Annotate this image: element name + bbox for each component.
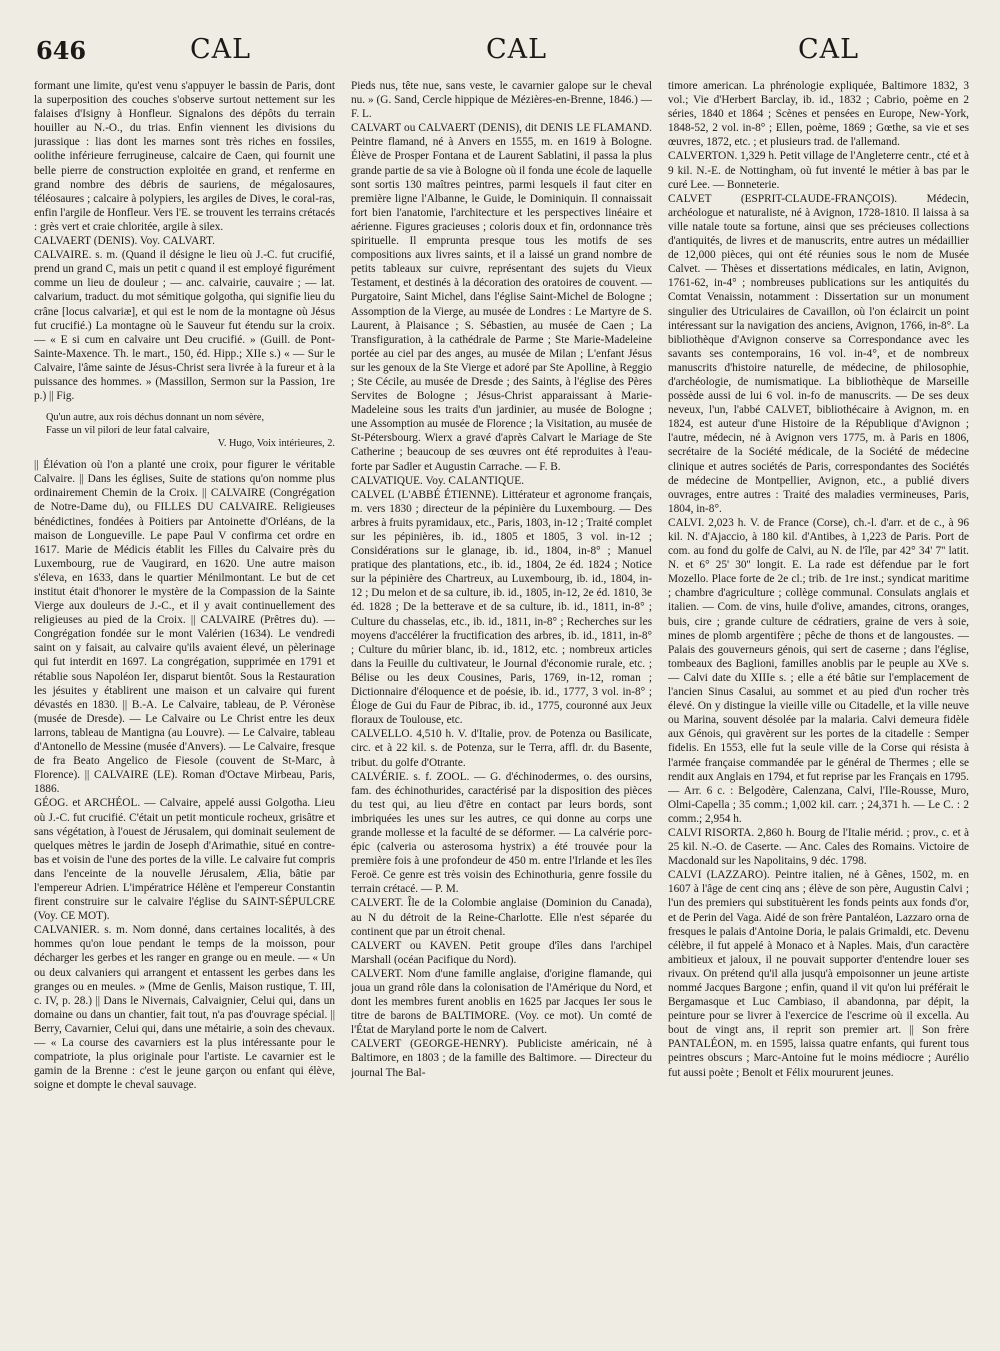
verse-line: Qu'un autre, aux rois déchus donnant un nom sévère, — [46, 412, 265, 424]
entry-calvart: CALVART ou CALVAERT (DENIS), dit DENIS LE FLAMAND. Peintre flamand, né à Anvers en 1555, m. en 1619 à Bologne. Élève de Prosper Fontana et de Laurent Sablatini, il passa la plus grande partie de sa vie à Bologne où il fonda une école de laquelle sont sortis 130 maîtres peintres, parmi lesquels il faut citer en première ligne l'Albanne, le Guide, le Dominiquin. Il connaissait fort bien l'anatomie, l'architecture et les perspectives linéaire et aérienne. Figures gracieuses ; coloris doux et fin, ordonnance très spirituelle. Il emprunta presque tous les motifs de ses compositions aux livres saints, et il a laissé un grand nombre de petits tableaux sur cuivre, représentant des sujets du Vieux Testament, et destinés à la décoration des oratoires de couvent. — Purgatoire, Saint Michel, dans l'église Saint-Michel de Bologne ; Assomption de la Vierge, au musée de Londres : Le Martyre de S. Laurent, à Plaisance ; S. Sébastien, au musée de Caen ; La Transfiguration, à la cathédrale de Parme ; Ste Marie-Madeleine portée au ciel par des anges, au musée de Milan ; L'enfant Jésus sur les genoux de la Ste Vierge et adoré par Ste Apolline, à Reggio ; Ste Cécile, au musée de Dresde ; des Saints, à l'église des Pères Servites de Bologne ; Jésus-Christ apparaissant à Marie-Madeleine sous les traits d'un jardinier, au musée de Bologne ; une Assomption au musée de Florence ; la Visitation, au musée de St-Pétersbourg. Wierx a gravé d'après Calvart le Mariage de Ste Catherine ; beaucoup de ses œuvres ont été reproduites à l'eau-forte par Sadler et Augustin Carrache. — F. B. — [351, 122, 652, 473]
entry-calvel: CALVEL (L'ABBÉ ÉTIENNE). Littérateur et agronome français, m. vers 1830 ; directeur de la pépinière du Luxembourg. — Des arbres à fruits pyramidaux, etc., Paris, 1803, in-12 ; Traité complet sur les pépinières, ib. id., 1805 et 1805, 3 vol. in-12 ; Considérations sur le glanage, ib. id., 1804, in-8° ; Manuel pratique des plantations, etc., ib. id., 1804, 2e éd. 1824 ; Notice sur la pépinière des Chartreux, au Luxembourg, ib. id., 1804, in-12 ; Du melon et de sa culture, ib. id., 1805, in-12, 2e éd. 1810, 3e éd. 1828 ; De la betterave et de sa culture, ib. id., 1811, in-8° ; Culture du chasselas, etc., ib. id., 1811, in-8° ; Recherches sur les moyens d'accélérer la fructification des arbres, ib. id., 1811, in-8° ; Culture du mûrier blanc, ib. id., 1812, etc. ; nombreux articles dans la Feuille du cultivateur, le Journal d'économie rurale, etc. ; Bélise ou les deux Cousines, Paris, 1769, in-12, roman ; Dictionnaire d'éloquence et de poésie, ib. id., 1777, 3 vol. in-8° ; Éloge de Gui du Faur de Pibrac, ib. id., 1775, couronné aux Jeux floraux de Toulouse, etc. — [351, 488, 652, 727]
entry-calvanier: CALVANIER. s. m. Nom donné, dans certaines localités, à des hommes qu'on loue pendant le temps de la moisson, pour décharger les gerbes et les ranger en grange ou en meule. — « Un ou deux calvaniers qui arrangent et entassent les gerbes dans les granges ou en meules. » (Mme de Genlis, Maison rustique, T. III, c. IV, p. 28.) || Dans le Nivernais, Calvaignier, Celui qui, dans un domaine ou dans un chantier, fait tout, n'a pas d'ouvrage spécial. || Berry, Cavarnier, Celui qui, dans une métairie, a soin des chevaux. — « La course des cavarniers est la plus intéressante pour le compatriote, la plus originale pour l'artiste. Le cavarnier est le gamin de la Brenne : c'est le jeune garçon ou enfant qui élève, soigne et dompte le cheval sauvage. — [34, 924, 335, 1092]
verse-line: Fasse un vil pilori de leur fatal calvaire, — [46, 425, 210, 437]
entry-calvaire: CALVAIRE. s. m. (Quand il désigne le lieu où J.-C. fut crucifié, prend un grand C, mais un petit c quand il est employé figurément comme un lieu de douleur ; — anc. calvairie, cauvaire ; — lat. calvarium, traduct. du mot sémitique golgotha, qui signifie lieu du crâne [locus calvariæ], et qui est le nom de la montagne où Jésus fut crucifié.) La montagne où le Sauveur fut étendu sur la croix. — « E si cum en calvaire unt Deu crucifié. » (Guill. de Pont-Sainte-Maxence. Th. le mart., 150, éd. Hipp.; XIIe s.) « — Sur le Calvaire, l'âme sainte de Jésus-Christ sera livrée à la fureur et à la puissance des hommes. » (Massillon, Sermon sur la Passion, 1re p.) || Fig. — [34, 249, 335, 403]
entry-calvi-risorta: CALVI RISORTA. 2,860 h. Bourg de l'Italie mérid. ; prov., c. et à 25 kil. N.-O. de Caserte. — Anc. Cales des Romains. Victoire de Macdonald sur les Napolitains, 9 déc. 1798. — [668, 826, 969, 868]
entry-calvert-george-henry: CALVERT (GEORGE-HENRY). Publiciste américain, né à Baltimore, en 1803 ; de la famille des Baltimore. — Directeur du journal The Bal- — [351, 1038, 652, 1079]
page-number: 646 — [36, 36, 87, 65]
entry-calvet: CALVET (ESPRIT-CLAUDE-FRANÇOIS). Médecin, archéologue et naturaliste, né à Avignon, 1728-1810. Il laissa à sa ville natale toute sa fortune, ainsi que ses précieuses collections d'antiquités, de livres et de manuscrits, entre autres un médaillier de 12,000 pièces, qui ont été réunies sous le nom de Musée Calvet. — Thèses et dissertations médicales, en latin, Avignon, 1761-62, in-4° ; nombreuses publications sur les antiquités du Comtat Venaissin, notamment : Dissertation sur un monument singulier des Utriculaires de Cavaillon, où l'on éclaircit un point intéressant sur la navigation des anciens, Avignon, 1766, in-8°. La bibliothèque d'Avignon conserve sa Correspondance avec les savants ses contemporains, 16 vol. in-4°, et de nombreux manuscrits d'histoire naturelle, de médecine, de philosophie, d'archéologie, de numismatique. La bibliothèque de Marseille possède aussi de lui 6 vol. in-fo de manuscrits. — De ses deux neveux, l'un, l'abbé CALVET, bibliothécaire à Avignon, m. en 1824, est auteur d'une Histoire de la République d'Avignon ; l'autre, médecin, né à Avignon vers 1775, m. à Paris en 1806, secrétaire de la Société médicale, de la Société de médecine clinique et autres sociétés de Paris, correspondantes des Sociétés de médecine de Montpellier, Avignon, etc., a publié divers ouvrages, entre autres : Traité des maladies vermineuses, Paris, 1804, in-8°. — [668, 192, 969, 515]
paragraph: formant une limite, qu'est venu s'appuyer le bassin de Paris, dont la superposition des couches s'observe surtout nettement sur les falaises d'Isigny à Honfleur. Signalons des dépôts du terrain houiller au N.-O., du trias. Enfin viennent les divisions du jurassique : lias dont les marnes sont très riches en fossiles, oolithe inférieure ferrugineuse, calcaire de Caen, qui fournit une belle pierre de construction exploitée en grand, et renferme en grand nombre des débris de sauriens, de mégalosaures, téléosaures ; calcaire à polypiers, les argiles de Dives, le coral-ras, enfin l'argile de Honfleur. Vers l'E. se trouvent les terrains crétacés : grès vert et craie chloritée, argile à silex. — [34, 80, 335, 233]
entry-calvatique: CALVATIQUE. Voy. CALANTIQUE. — [351, 474, 525, 487]
page-header — [0, 34, 1000, 70]
entry-calvi: CALVI. 2,023 h. V. de France (Corse), ch.-l. d'arr. et de c., à 96 kil. N. d'Ajaccio, à 180 kil. d'Antibes, à 1,223 de Paris. Port de com. au fond du golfe de Calvi, au N. de l'île, par 42° 34' 7'' latit. N. et 6° 25' 30'' longit. E. La rade est défendue par le fort Mozello. Place forte de 2e cl.; trib. de 1re inst.; syndicat maritime ; chambre d'agriculture ; collège communal. Consulats anglais et italien. — Com. de vins, huile d'olive, amandes, citrons, oranges, buis, cire ; grande culture de cédratiers, graine de vers à soie, mines de plomb argentifère ; pêche de thons et de langoustes. — Palais des gouverneurs génois, qui sert de caserne ; dans l'église, tombeaux des Baglioni, familles anoblis par le peuple au XVe s. — Calvi date du XIIIe s. ; elle a été bâtie sur l'emplacement de l'ancien Sinus Casalui, au sommet et au pied d'un rocher très élevé. On y distingue la vieille ville ou Citadelle, et la ville neuve ou Marina, souvent désolée par la malaria. Calvi demeura fidèle aux Génois, qui gravèrent sur les portes de la citadelle : Semper fidelis. En 1553, elle fut la seule ville de la Corse qui résista à l'armée française commandée par le général de Thermes ; elle se rendit aux Anglais en 1794, et fut reprise par les Français en 1795. — Arr. 6 c. : Belgodère, Calenzana, Calvi, l'Ile-Rousse, Muro, Olmi-Capella ; 35 comm.; 1,002 kil. carr. ; 24,371 h. — Le C. : 2 comm.; 2,954 h. — [668, 516, 969, 825]
column-right — [668, 79, 969, 1341]
entry-calverie: CALVÉRIE. s. f. ZOOL. — G. d'échinodermes, o. des oursins, fam. des échinothurides, caractérisé par la disposition des pièces du test qui, au lieu d'être en contact par leurs bords, sont imbriquées les unes sur les autres, ce qui donne au corps une grande mollesse et la faculté de se déformer. — La calvérie porc-épic (calveria ou asterosoma hystrix) a été trouvée pour la première fois à une profondeur de 450 m. entre l'Irlande et les îles Feroë. Ce genre est très voisin des Echinothuria, genre fossile du terrain crétacé. — P. M. — [351, 770, 652, 896]
column-middle — [351, 79, 652, 1341]
entry-calvaert: CALVAERT (DENIS). Voy. CALVART. — [34, 235, 215, 248]
paragraph: GÉOG. et ARCHÉOL. — Calvaire, appelé aussi Golgotha. Lieu où J.-C. fut crucifié. C'était un petit monticule rocheux, grisâtre et sans végétation, à l'ouest de Jérusalem, qui dominait seulement de quelques mètres le jardin de Joseph d'Arimathie, situé en contre-bas et voisin de l'une des portes de la ville. Le calvaire fut compris dans l'enceinte de la nouvelle Jérusalem, Ælia, bâtie par l'empereur Adrien. L'impératrice Hélène et l'empereur Constantin firent construire sur le calvaire l'église du SAINT-SÉPULCRE (Voy. CE MOT). — [34, 797, 335, 923]
entry-calvello: CALVELLO. 4,510 h. V. d'Italie, prov. de Potenza ou Basilicate, circ. et à 22 kil. s. de Potenza, sur le Terra, affl. dr. du Basente, tribut. du golfe d'Otrante. — [351, 728, 652, 769]
running-head-right: CAL — [798, 34, 860, 65]
paragraph: timore american. La phrénologie expliquée, Baltimore 1832, 3 vol.; Vie d'Herbert Barclay, ib. id., 1832 ; Cabrio, poème en 2 séries, 1840 et 1864 ; Scènes et pensées en Europe, New-York, 1848-52, 2 vol. in-8° ; Ellen, poème, 1869 ; Gœthe, sa vie et ses œuvres, 1872, etc. ; et plusieurs trad. de l'allemand. — [668, 80, 969, 149]
paragraph: || Élévation où l'on a planté une croix, pour figurer le véritable Calvaire. || Dans les églises, Suite de stations qu'on nomme plus ordinairement Chemin de la Croix. || CALVAIRE (Congrégation de Notre-Dame du), ou FILLES DU CALVAIRE. Religieuses bénédictines, fondées à Poitiers par Antoinette d'Orléans, de la maison de Longueville. Le pape Paul V confirma cet ordre en 1617. Marie de Médicis établit les Filles du Calvaire près du Luxembourg, rue de Vaugirard, en 1620. Une autre maison s'éleva, en 1633, dans le quartier Ménilmontant. Le but de cet institut était d'honorer le mystère de la Compassion de la Sainte Vierge aux douleurs de J.-C., et il y avait continuellement des religieuses au pied de la Croix. || CALVAIRE (Prêtres du). — Congrégation fondée sur le mont Valérien (1634). Le vendredi saint on y faisait, au calvaire qu'ils avaient élevé, un pèlerinage qui fut interdit en 1697. La congrégation, supprimée en 1791 et rétablie sous Napoléon Ier, disparut bientôt. Sous la Restauration les jésuites y établirent une maison et un calvaire qui furent dévastés en 1830. || B.-A. Le Calvaire, tableau, de P. Véronèse (musée de Dresde). — Le Calvaire ou Le Christ entre les deux larrons, tableau de Mantigna (au Louvre). — Le Calvaire, tableau d'Antonello de Messine (musée d'Anvers). — Le Calvaire, fresque de fra Beato Angelico de Fiesole (couvent de St-Marc, à Florence). || CALVAIRE (LE). Roman d'Octave Mirbeau, Paris, 1886. — [34, 459, 335, 796]
column-left — [34, 79, 335, 1341]
entry-calverton: CALVERTON. 1,329 h. Petit village de l'Angleterre centr., cté et à 9 kil. N.-E. de Nottingham, où fut inventé le métier à bas par le curé Lee. — Bonneterie. — [668, 150, 969, 191]
text-columns — [34, 79, 969, 1341]
running-head-center: CAL — [486, 34, 548, 65]
paragraph: Pieds nus, tête nue, sans veste, le cavarnier galope sur le cheval nu. » (G. Sand, Cercle hippique de Mézières-en-Brenne, 1846.) — F. L. — [351, 80, 652, 121]
verse-attribution: V. Hugo, Voix intérieures, 2. — [217, 438, 335, 450]
running-head-left: CAL — [190, 34, 252, 65]
entry-calvert-family: CALVERT. Nom d'une famille anglaise, d'origine flamande, qui joua un grand rôle dans la colonisation de l'Amérique du Nord, et dont les membres furent anoblis en 1625 par Jacques Ier sous le titre de barons de BALTIMORE. (Voy. ce mot). Un comté de l'État de Maryland porte le nom de Calvert. — [351, 967, 652, 1037]
verse-quote — [46, 411, 335, 450]
entry-calvert-kaven: CALVERT ou KAVEN. Petit groupe d'îles dans l'archipel Marshall (océan Pacifique du Nord). — [351, 939, 652, 966]
entry-calvi-lazzaro: CALVI (LAZZARO). Peintre italien, né à Gênes, 1502, m. en 1607 à l'âge de cent cinq ans ; élève de son père, Augustin Calvi ; l'un des premiers qui substituèrent les fonds peints aux fonds d'or, et de Perin del Vaga. Aidé de son frère Pantaléon, Lazzaro orna de fresques le palais d'Antoine Doria, le palais Grimaldi, etc. Devenu célèbre, il fut appelé à Monaco et à Naples. Mais, d'un caractère ambitieux et jaloux, il ne pouvait supporter d'entendre louer ses rivaux. On prétend qu'il alla jusqu'à empoisonner un jeune artiste nommé Jacques Bargone ; enfin, quand il vit qu'on lui préférait le Bergamasque et Luc Cambiaso, il abandonna, par dépit, la peinture pour se livrer à l'exercice de l'escrime où il excella. Au bout de vingt ans, il reprit son premier art. || Son frère PANTALÉON, m. en 1595, laissa quatre enfants, qui furent tous peintres obscurs ; Marc-Antoine fut le moins médiocre ; Aurélio fut aussi poète ; Benolt et Félix moururent jeunes. — [668, 869, 969, 1079]
entry-calvert-island: CALVERT. Île de la Colombie anglaise (Dominion du Canada), au N du détroit de la Reine-Charlotte. Elle n'est séparée du continent que par un étroit chenal. — [351, 897, 652, 938]
